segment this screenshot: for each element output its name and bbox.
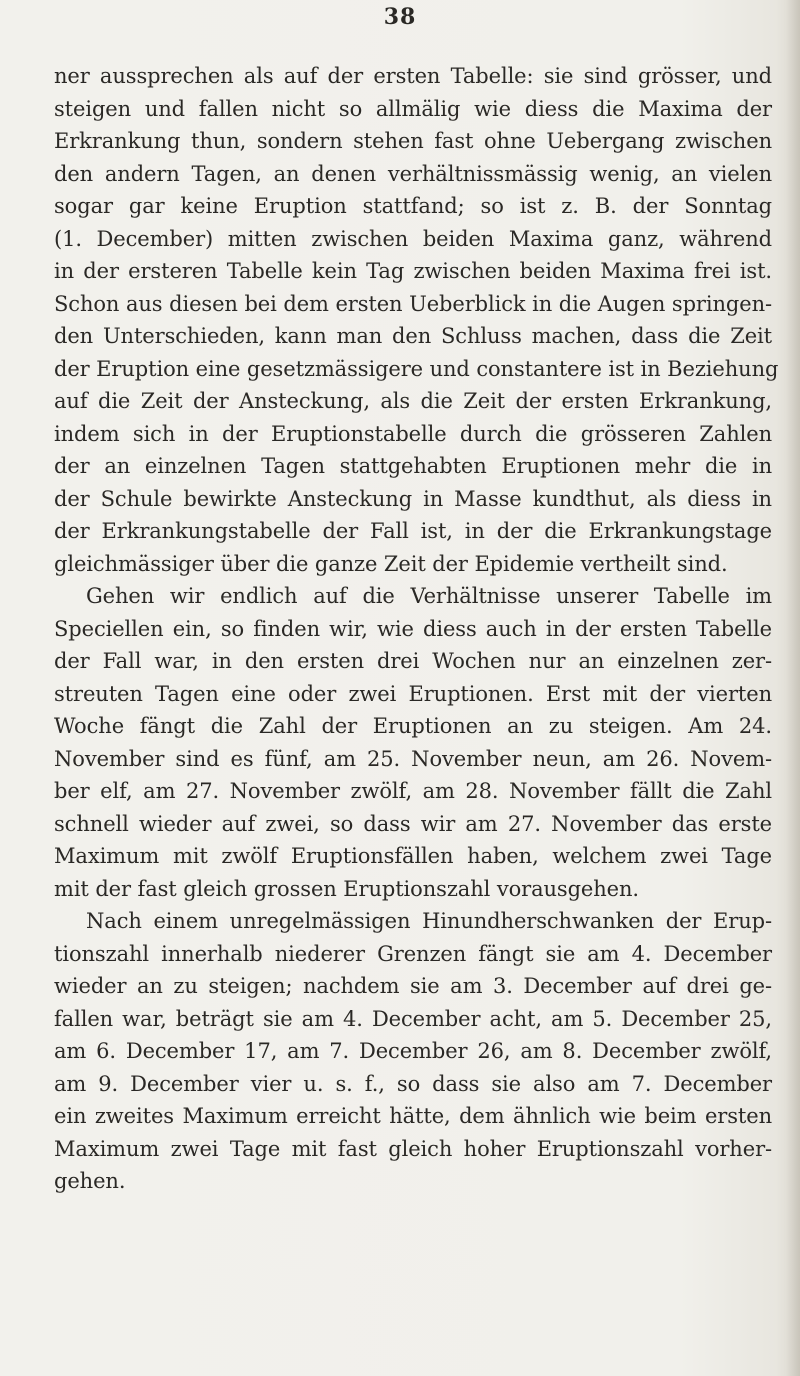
paragraph-3-line: tionszahl innerhalb niederer Grenzen fängt sie am 4. December <box>54 941 772 966</box>
paragraph-1-line: gleichmässiger über die ganze Zeit der Epidemie vertheilt sind. <box>54 551 728 576</box>
paragraph-2-line: streuten Tagen eine oder zwei Eruptionen. Erst mit der vierten <box>54 681 772 706</box>
paragraph-1-line: der Schule bewirkte Ansteckung in Masse kundthut, als diess in <box>54 486 772 511</box>
page-edge-shadow <box>786 0 800 1376</box>
paragraph-1-line: Schon aus diesen bei dem ersten Ueberblick in die Augen springen- <box>54 291 772 316</box>
paragraph-1-line: ner aussprechen als auf der ersten Tabelle: sie sind grösser, und <box>54 64 772 88</box>
paragraph-1-line: sogar gar keine Eruption stattfand; so ist z. B. der Sonntag <box>54 194 772 218</box>
paragraph-1-line: den andern Tagen, an denen verhältnissmässig wenig, an vielen <box>54 161 772 186</box>
paragraph-3-line: am 6. December 17, am 7. December 26, am 8. December zwölf, <box>54 1039 772 1063</box>
paragraph-3-line: wieder an zu steigen; nachdem sie am 3. December auf drei ge- <box>54 974 772 998</box>
paragraph-2-line: schnell wieder auf zwei, so dass wir am 27. November das erste <box>54 811 772 836</box>
paragraph-1-line: der an einzelnen Tagen stattgehabten Eruptionen mehr die in <box>54 454 772 478</box>
body-text <box>54 60 779 1198</box>
paragraph-1-line: Erkrankung thun, sondern stehen fast ohne Uebergang zwischen <box>54 129 772 153</box>
paragraph-3-line: am 9. December vier u. s. f., so dass sie also am 7. December <box>54 1071 772 1096</box>
paragraph-1-line: steigen und fallen nicht so allmälig wie diess die Maxima der <box>54 96 772 121</box>
paragraph-2-line: Woche fängt die Zahl der Eruptionen an zu steigen. Am 24. <box>54 714 772 738</box>
paragraph-3-line: gehen. <box>54 1169 126 1193</box>
paragraph-2-line: ber elf, am 27. November zwölf, am 28. November fällt die Zahl <box>54 779 772 803</box>
paragraph-2-line: Maximum mit zwölf Eruptionsfällen haben, welchem zwei Tage <box>54 844 772 868</box>
paragraph-1-line: auf die Zeit der Ansteckung, als die Zeit der ersten Erkrankung, <box>54 389 772 413</box>
paragraph-1-line: (1. December) mitten zwischen beiden Maxima ganz, während <box>54 226 772 251</box>
paragraph-3-line: ein zweites Maximum erreicht hätte, dem ähnlich wie beim ersten <box>54 1104 772 1128</box>
paragraph-1-line: indem sich in der Eruptionstabelle durch die grösseren Zahlen <box>54 421 772 446</box>
paragraph-1-line: den Unterschieden, kann man den Schluss machen, dass die Zeit <box>54 324 772 348</box>
paragraph-2-line: November sind es fünf, am 25. November neun, am 26. Novem- <box>54 746 772 771</box>
paragraph-1-line: in der ersteren Tabelle kein Tag zwischen beiden Maxima frei ist. <box>54 259 772 283</box>
paragraph-1-line: der Erkrankungstabelle der Fall ist, in der die Erkrankungstage <box>54 519 772 543</box>
paragraph-3-line: Nach einem unregelmässigen Hinundherschwanken der Erup- <box>86 909 772 933</box>
paragraph-1-line: der Eruption eine gesetzmässigere und constantere ist in Beziehung <box>54 356 779 381</box>
paragraph-3-line: fallen war, beträgt sie am 4. December acht, am 5. December 25, <box>54 1006 772 1031</box>
paragraph-2-line: Gehen wir endlich auf die Verhältnisse unserer Tabelle im <box>86 584 772 608</box>
paragraph-2-line: Speciellen ein, so finden wir, wie diess auch in der ersten Tabelle <box>54 616 772 641</box>
paragraph-2-line: der Fall war, in den ersten drei Wochen nur an einzelnen zer- <box>54 649 772 673</box>
paragraph-3-line: Maximum zwei Tage mit fast gleich hoher Eruptionszahl vorher- <box>54 1136 772 1161</box>
paragraph-2-line: mit der fast gleich grossen Eruptionszahl vorausgehen. <box>54 876 640 901</box>
page-number: 38 <box>383 4 417 30</box>
